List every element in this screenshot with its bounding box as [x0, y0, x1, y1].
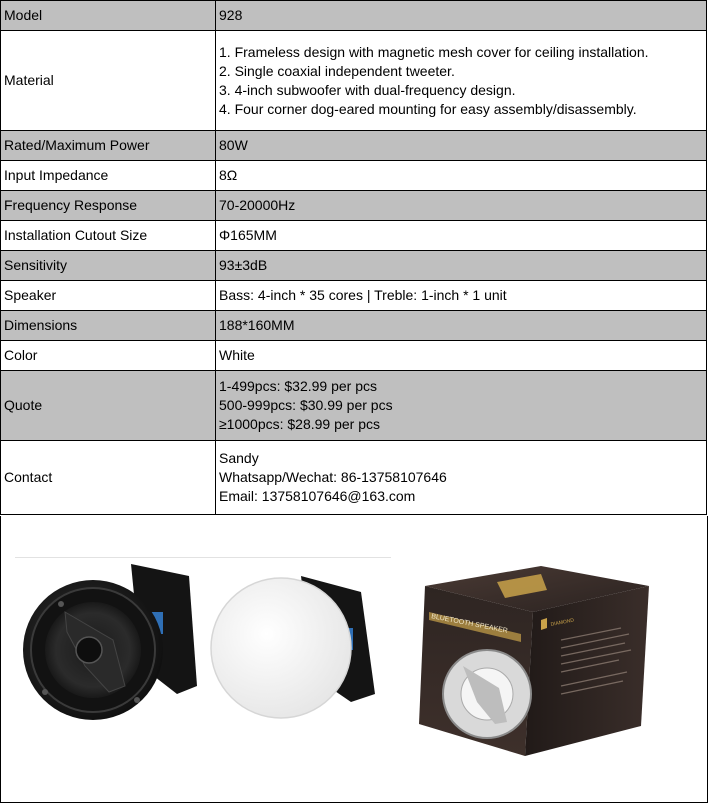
- spec-value-line: 93±3dB: [219, 257, 268, 273]
- spec-row: [1, 311, 707, 341]
- spec-label: Dimensions: [1, 311, 216, 341]
- spec-label: Frequency Response: [1, 191, 216, 221]
- box-title-text: BLUETOOTH SPEAKER: [430, 613, 509, 635]
- tweeter-dome: [76, 637, 102, 663]
- screw-1: [58, 601, 64, 607]
- spec-value-line: 70-20000Hz: [219, 197, 296, 213]
- spec-label: Installation Cutout Size: [1, 221, 216, 251]
- box-side: [525, 586, 649, 756]
- spec-value-line: 500-999pcs: $30.99 per pcs: [219, 397, 393, 413]
- speaker-photo-white-grille: [211, 576, 375, 718]
- spec-value-line: 188*160MM: [219, 317, 295, 333]
- spec-row: [1, 341, 707, 371]
- spec-row: [1, 371, 707, 441]
- spec-row: [1, 441, 707, 515]
- spec-label: Model: [1, 1, 216, 31]
- spec-value: [216, 341, 707, 371]
- spec-value: [216, 251, 707, 281]
- spec-value: [216, 1, 707, 31]
- spec-value-line: 8Ω: [219, 167, 238, 183]
- spec-row: [1, 1, 707, 31]
- spec-row: [1, 251, 707, 281]
- spec-value-line: White: [219, 347, 255, 363]
- spec-label: Sensitivity: [1, 251, 216, 281]
- spec-value: [216, 31, 707, 131]
- spec-value: [216, 281, 707, 311]
- spec-label: Speaker: [1, 281, 216, 311]
- spec-value-line: Sandy: [219, 450, 259, 466]
- spec-value-line: 3. 4-inch subwoofer with dual-frequency design.: [219, 81, 516, 98]
- spec-label: Quote: [1, 371, 216, 441]
- spec-row: [1, 191, 707, 221]
- spec-label: Contact: [1, 441, 216, 515]
- box-logo-text: DIAMOND: [550, 617, 575, 628]
- spec-value-line: Φ165MM: [219, 227, 277, 243]
- spec-label: Material: [1, 31, 216, 131]
- spec-value-line: Bass: 4-inch * 35 cores | Treble: 1-inch * 1 unit: [219, 287, 507, 303]
- spec-value-line: Whatsapp/Wechat: 86-13758107646: [219, 469, 447, 485]
- product-box-photo: [419, 566, 649, 756]
- spec-label: Input Impedance: [1, 161, 216, 191]
- spec-value-line: 2. Single coaxial independent tweeter.: [219, 62, 455, 79]
- spec-value-line: ≥1000pcs: $28.99 per pcs: [219, 416, 381, 432]
- spec-row: [1, 281, 707, 311]
- spec-value-line: 1. Frameless design with magnetic mesh cover for ceiling installation.: [219, 43, 649, 60]
- spec-value-line: 4. Four corner dog-eared mounting for easy assembly/disassembly.: [219, 100, 637, 117]
- spec-value-line: 928: [219, 7, 243, 23]
- spec-value: [216, 131, 707, 161]
- spec-value: [216, 311, 707, 341]
- screw-3: [134, 697, 140, 703]
- spec-value: [216, 191, 707, 221]
- spec-value: [216, 441, 707, 515]
- spec-value-line: 1-499pcs: $32.99 per pcs: [219, 378, 377, 394]
- spec-value: [216, 371, 707, 441]
- screw-2: [42, 689, 48, 695]
- spec-row: [1, 161, 707, 191]
- spec-value-line: Email: 13758107646@163.com: [219, 488, 416, 504]
- spec-label: Rated/Maximum Power: [1, 131, 216, 161]
- spec-row: [1, 31, 707, 131]
- spec-row: [1, 131, 707, 161]
- spec-row: [1, 221, 707, 251]
- spec-value-line: 80W: [219, 137, 248, 153]
- spec-value: [216, 221, 707, 251]
- spec-label: Color: [1, 341, 216, 371]
- product-photos: [1, 516, 707, 802]
- magnetic-grille: [211, 578, 351, 718]
- product-photos-cell: [0, 516, 708, 803]
- spec-value: [216, 161, 707, 191]
- box-logo-mark: [541, 618, 547, 630]
- speaker-photo-black: [23, 564, 197, 720]
